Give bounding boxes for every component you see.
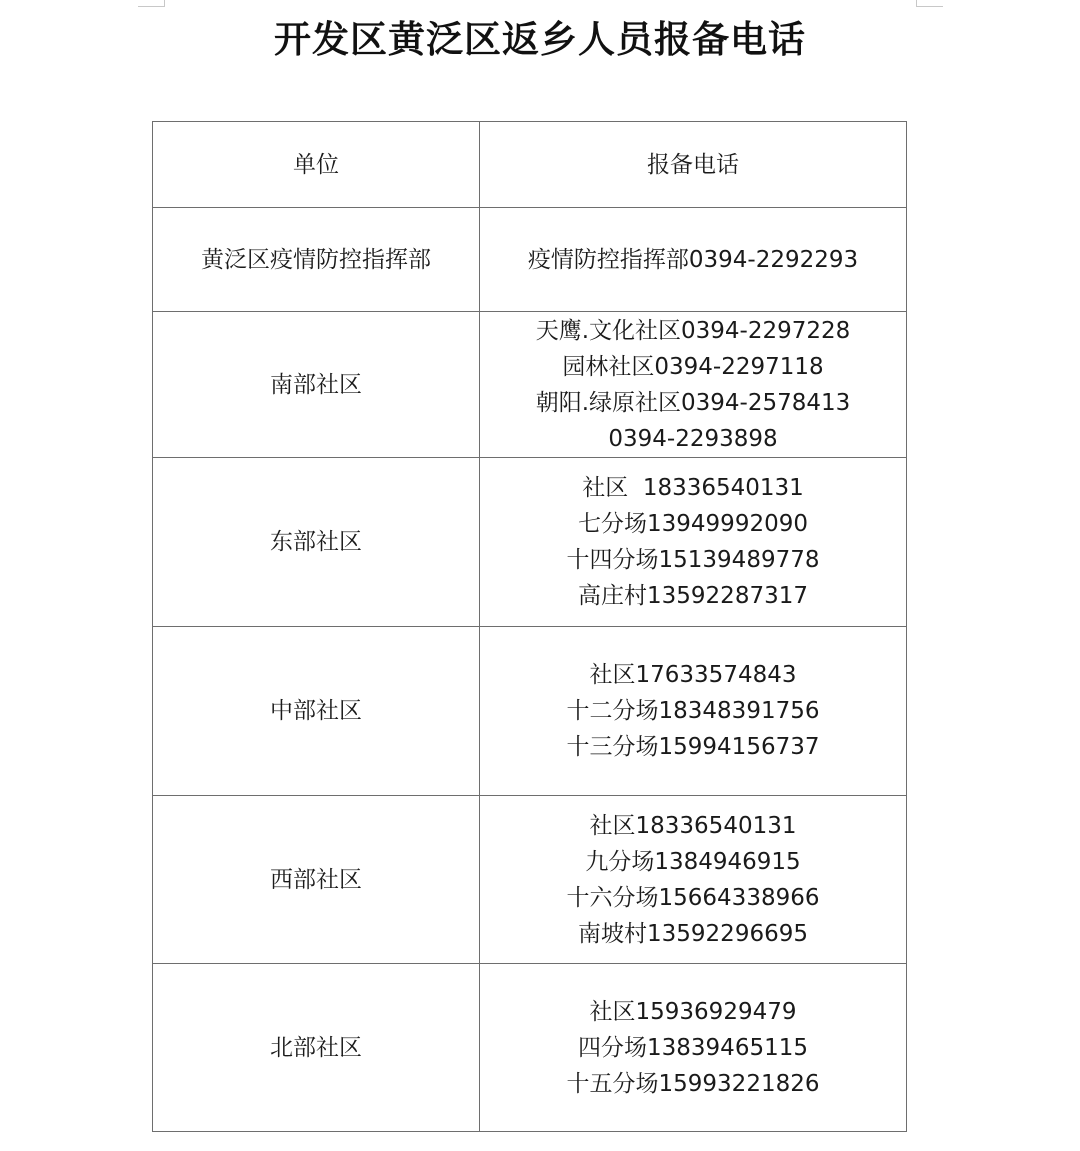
table-row: [153, 458, 907, 627]
phone-line: 十五分场15993221826: [566, 1070, 820, 1097]
phone-cell: [480, 208, 907, 312]
unit-cell: 西部社区: [153, 796, 480, 964]
phone-line: 四分场13839465115: [578, 1034, 808, 1061]
table-row: [153, 964, 907, 1132]
phone-line: 疫情防控指挥部0394-2292293: [527, 246, 859, 273]
table-row: [153, 627, 907, 796]
phone-cell: [480, 964, 907, 1132]
phone-line: 园林社区0394-2297118: [562, 353, 824, 380]
table-row: [153, 208, 907, 312]
phone-line: 社区17633574843: [589, 662, 797, 688]
unit-cell: 北部社区: [153, 964, 480, 1132]
phone-cell: [480, 458, 907, 627]
phone-line: 社区 18336540131: [582, 475, 804, 501]
phone-line: 0394-2293898: [608, 425, 778, 452]
phone-line: 社区18336540131: [589, 812, 797, 839]
page-title: 开发区黄泛区返乡人员报备电话: [274, 18, 806, 61]
unit-cell: 黄泛区疫情防控指挥部: [153, 208, 480, 312]
unit-cell: 南部社区: [153, 312, 480, 458]
phone-line: 十三分场15994156737: [566, 734, 820, 760]
phone-cell: [480, 627, 907, 796]
report-phone-table: [152, 121, 907, 1132]
phone-line: 十二分场18348391756: [566, 698, 820, 724]
phone-cell: [480, 312, 907, 458]
phone-line: 十四分场15139489778: [566, 547, 820, 573]
unit-cell: 中部社区: [153, 627, 480, 796]
header-phone: 报备电话: [480, 122, 907, 208]
phone-line: 朝阳.绿原社区0394-2578413: [535, 389, 851, 416]
phone-cell: [480, 796, 907, 964]
table-header-row: [153, 122, 907, 208]
phone-line: 十六分场15664338966: [566, 884, 820, 911]
table-row: [153, 312, 907, 458]
phone-line: 高庄村13592287317: [578, 583, 808, 609]
crop-mark-right: [916, 0, 943, 7]
phone-line: 社区15936929479: [589, 998, 797, 1025]
header-unit: 单位: [153, 122, 480, 208]
phone-line: 南坡村13592296695: [578, 920, 808, 947]
phone-line: 九分场1384946915: [585, 848, 801, 875]
phone-line: 天鹰.文化社区0394-2297228: [535, 317, 851, 344]
phone-line: 七分场13949992090: [578, 511, 808, 537]
table-row: [153, 796, 907, 964]
unit-cell: 东部社区: [153, 458, 480, 627]
crop-mark-left: [138, 0, 165, 7]
